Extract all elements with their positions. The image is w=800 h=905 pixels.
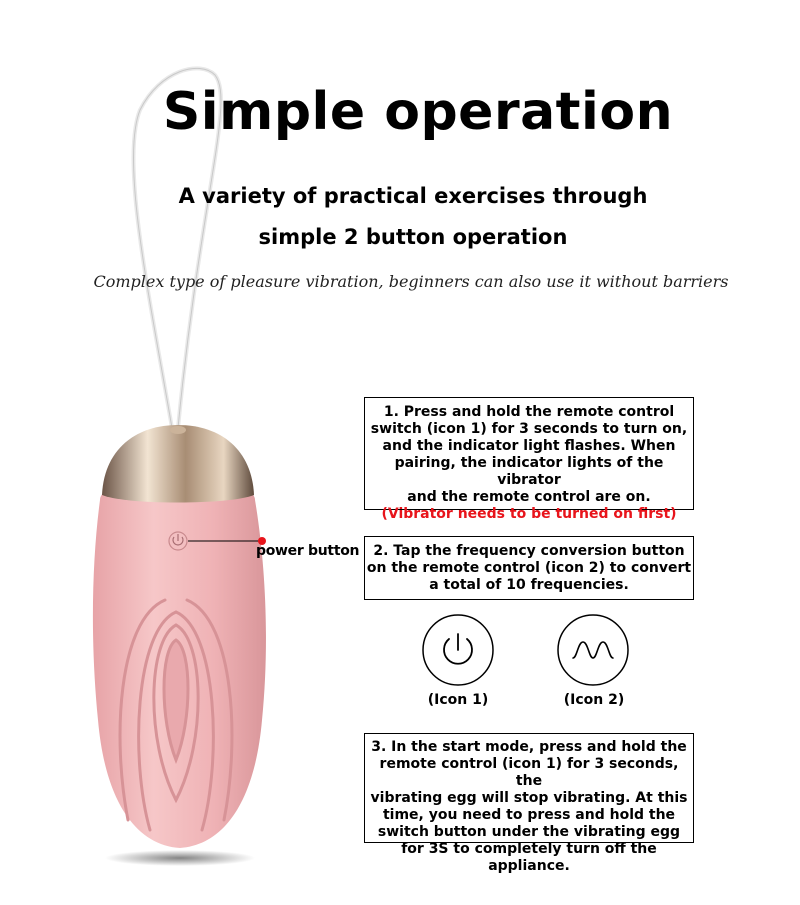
step-3-line: remote control (icon 1) for 3 seconds, the bbox=[379, 756, 679, 789]
floor-shadow bbox=[105, 850, 255, 866]
wave-icon bbox=[555, 612, 631, 688]
step-2-line: 2. Tap the frequency conversion button bbox=[373, 543, 685, 559]
icon-1-label: (Icon 1) bbox=[427, 692, 489, 708]
step-3-line: for 3S to completely turn off the appliance. bbox=[401, 841, 657, 874]
step-1-line: pairing, the indicator lights of the vibrator bbox=[394, 455, 664, 488]
page-title: Simple operation bbox=[162, 82, 674, 142]
power-button-label: power button bbox=[256, 543, 360, 559]
tagline: Complex type of pleasure vibration, beginners can also use it without barriers bbox=[93, 272, 729, 291]
step-1-line: switch (icon 1) for 3 seconds to turn on, bbox=[370, 421, 688, 437]
step-3-line: 3. In the start mode, press and hold the bbox=[371, 739, 687, 755]
step-3-line: time, you need to press and hold the bbox=[382, 807, 676, 823]
step-3-line: switch button under the vibrating egg bbox=[377, 824, 681, 840]
subtitle-line-1: A variety of practical exercises through bbox=[178, 184, 648, 208]
step-1-note: (Vibrator needs to be turned on first) bbox=[381, 506, 677, 522]
metal-cap bbox=[102, 425, 254, 503]
step-1-box bbox=[364, 397, 694, 522]
step-1-line: and the remote control are on. bbox=[407, 489, 651, 505]
step-1-line: 1. Press and hold the remote control bbox=[383, 404, 675, 420]
power-icon bbox=[420, 612, 496, 688]
step-2-box bbox=[364, 536, 694, 600]
step-3-line: vibrating egg will stop vibrating. At this bbox=[370, 790, 688, 806]
subtitle-line-2: simple 2 button operation bbox=[258, 225, 568, 249]
step-2-line: a total of 10 frequencies. bbox=[429, 577, 629, 593]
step-1-line: and the indicator light flashes. When bbox=[382, 438, 676, 454]
icon-2-label: (Icon 2) bbox=[563, 692, 625, 708]
step-3-box bbox=[364, 733, 694, 874]
step-2-line: on the remote control (icon 2) to convert bbox=[366, 560, 692, 576]
